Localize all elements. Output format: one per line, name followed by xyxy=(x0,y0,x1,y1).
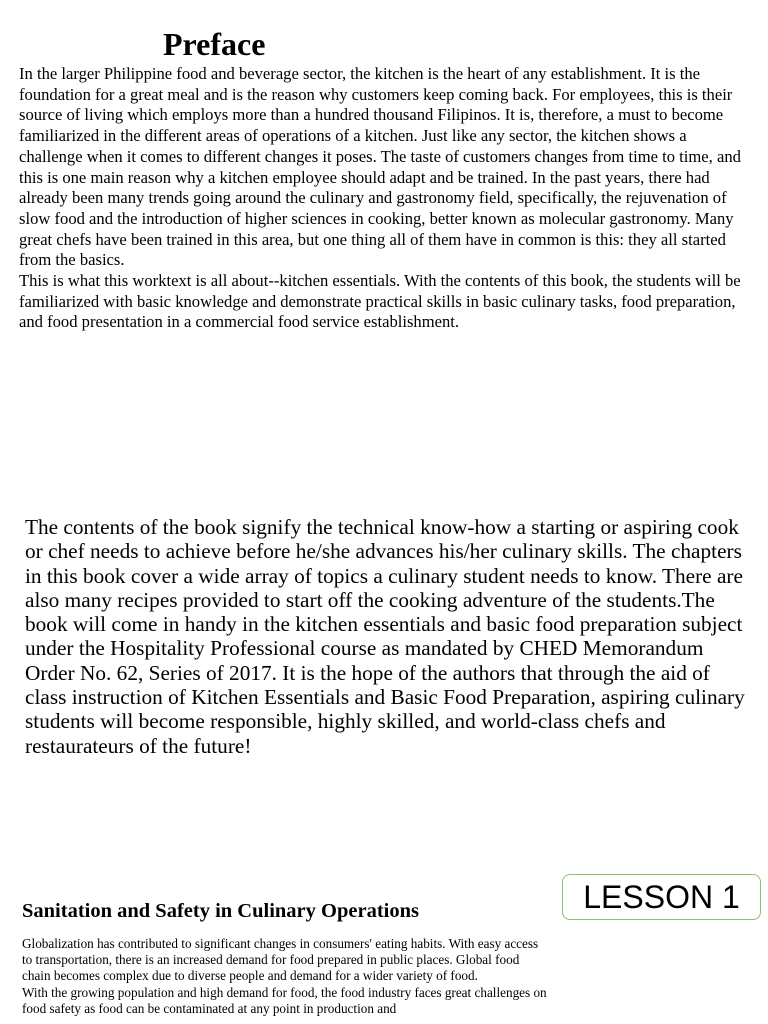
lesson-paragraph-1: Globalization has contributed to significant changes in consumers' eating habits. With easy access to transportation, there is an increased demand for food prepared in public places. Global food chain becomes complex due to diverse people and demand for a wider variety of food. xyxy=(22,936,539,984)
contents-paragraph: The contents of the book signify the technical know-how a starting or aspiring cook or chef needs to achieve before he/she advances his/her culinary skills. The chapters in this book cover a wide array of topics a culinary student needs to know. There are also many recipes provided to start off the cooking adventure of the students.The book will come in handy in the kitchen essentials and basic food preparation subject under the Hospitality Professional course as mandated by CHED Memorandum Order No. 62, Series of 2017. It is the hope of the authors that through the aid of class instruction of Kitchen Essentials and Basic Food Preparation, aspiring culinary students will become responsible, highly skilled, and world-class chefs and restaurateurs of the future! xyxy=(25,515,745,758)
page-title: Preface xyxy=(163,26,266,62)
preface-body xyxy=(19,64,754,333)
lesson-badge: LESSON 1 xyxy=(562,874,761,920)
lesson-body xyxy=(22,936,547,1017)
lesson-paragraph-2: With the growing population and high demand for food, the food industry faces great challenges on food safety as food can be contaminated at any point in production and xyxy=(22,984,547,1016)
preface-paragraph-2: This is what this worktext is all about--kitchen essentials. With the contents of this book, the students will be familiarized with basic knowledge and demonstrate practical skills in basic culinary tasks, food preparation, and food presentation in a commercial food service establishment. xyxy=(19,271,741,332)
preface-paragraph-1: In the larger Philippine food and beverage sector, the kitchen is the heart of any establishment. It is the foundation for a great meal and is the reason why customers keep coming back. For employees, this is their source of living which employs more than a hundred thousand Filipinos. It is, therefore, a must to become familiarized in the different areas of operations of a kitchen. Just like any sector, the kitchen shows a challenge when it comes to different changes it poses. The taste of customers changes from time to time, and this is one main reason why a kitchen employee should adapt and be trained. In the past years, there had already been many trends going around the culinary and gastronomy field, specifically, the rejuvenation of slow food and the introduction of higher sciences in cooking, better known as molecular gastronomy. Many great chefs have been trained in this area, but one thing all of them have in common is this: they all started from the basics. xyxy=(19,64,741,270)
lesson-title: Sanitation and Safety in Culinary Operations xyxy=(22,900,419,922)
